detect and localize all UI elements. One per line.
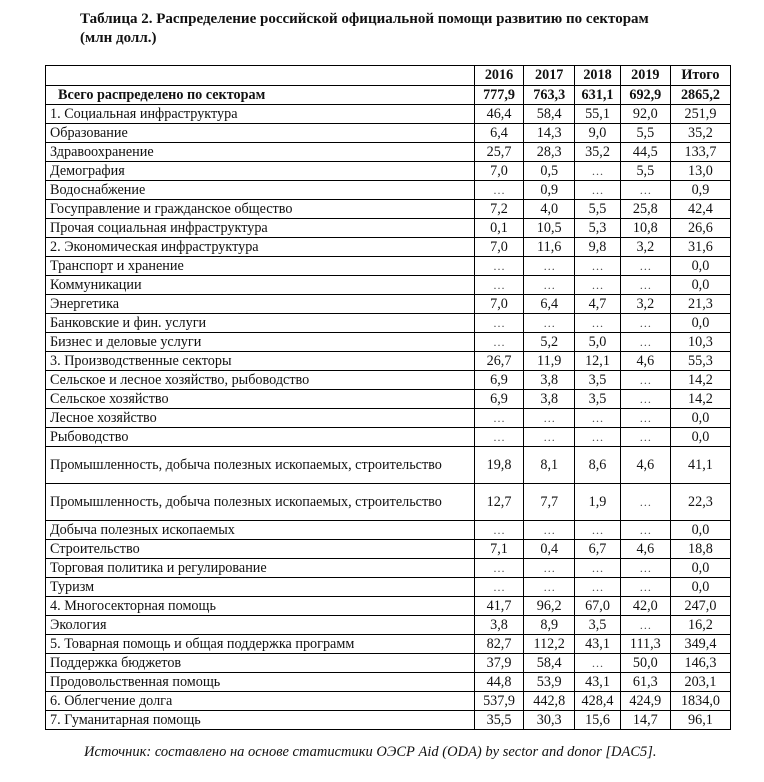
- cell-total: 0,0: [670, 559, 730, 578]
- table-row: [46, 559, 731, 578]
- cell-2016: 0,1: [474, 219, 523, 238]
- header-cell-2019: 2019: [620, 66, 670, 86]
- cell-2017: 11,6: [524, 238, 575, 257]
- cell-2016: …: [474, 578, 523, 597]
- cell-total: 13,0: [670, 162, 730, 181]
- cell-total: 0,9: [670, 181, 730, 200]
- cell-2017: …: [524, 314, 575, 333]
- cell-2018: 55,1: [575, 105, 620, 124]
- cell-2016: 6,9: [474, 390, 523, 409]
- table-row: [46, 105, 731, 124]
- table-row: [46, 540, 731, 559]
- cell-2018: …: [575, 559, 620, 578]
- cell-2018: …: [575, 162, 620, 181]
- table-row: [46, 521, 731, 540]
- cell-total: 1834,0: [670, 692, 730, 711]
- cell-2019: 3,2: [620, 238, 670, 257]
- cell-total: 349,4: [670, 635, 730, 654]
- header-cell-2017: 2017: [524, 66, 575, 86]
- cell-2018: 67,0: [575, 597, 620, 616]
- cell-2019: …: [620, 371, 670, 390]
- cell-total: 0,0: [670, 428, 730, 447]
- cell-2018: 8,6: [575, 447, 620, 484]
- row-label: Госуправление и гражданское общество: [46, 200, 475, 219]
- cell-2019: …: [620, 428, 670, 447]
- cell-2018: …: [575, 257, 620, 276]
- cell-2016: …: [474, 257, 523, 276]
- row-label: Сельское и лесное хозяйство, рыбоводство: [46, 371, 475, 390]
- cell-2019: …: [620, 409, 670, 428]
- cell-total: 133,7: [670, 143, 730, 162]
- table-row: [46, 673, 731, 692]
- cell-total: 31,6: [670, 238, 730, 257]
- cell-2019: 692,9: [620, 86, 670, 105]
- row-label: Демография: [46, 162, 475, 181]
- cell-2016: 44,8: [474, 673, 523, 692]
- table-row: [46, 219, 731, 238]
- cell-2018: …: [575, 409, 620, 428]
- table-header-row: [46, 66, 731, 86]
- cell-2016: 7,0: [474, 238, 523, 257]
- row-label: Экология: [46, 616, 475, 635]
- row-label: Образование: [46, 124, 475, 143]
- cell-2017: 7,7: [524, 484, 575, 521]
- table-title-line-2: (млн долл.): [80, 30, 157, 46]
- header-cell-sector: [46, 66, 475, 86]
- cell-2018: …: [575, 314, 620, 333]
- cell-2016: 25,7: [474, 143, 523, 162]
- table-row: [46, 409, 731, 428]
- cell-2018: …: [575, 654, 620, 673]
- cell-2019: 92,0: [620, 105, 670, 124]
- row-label: Банковские и фин. услуги: [46, 314, 475, 333]
- row-label: Энергетика: [46, 295, 475, 314]
- cell-total: 10,3: [670, 333, 730, 352]
- cell-2017: …: [524, 559, 575, 578]
- cell-2019: 3,2: [620, 295, 670, 314]
- cell-2016: 537,9: [474, 692, 523, 711]
- cell-2016: 37,9: [474, 654, 523, 673]
- cell-2017: 3,8: [524, 390, 575, 409]
- cell-total: 42,4: [670, 200, 730, 219]
- cell-2017: …: [524, 428, 575, 447]
- cell-2016: …: [474, 181, 523, 200]
- cell-2017: …: [524, 409, 575, 428]
- cell-2016: 7,0: [474, 162, 523, 181]
- table-row: [46, 162, 731, 181]
- cell-2017: 28,3: [524, 143, 575, 162]
- cell-2019: 111,3: [620, 635, 670, 654]
- cell-2019: …: [620, 257, 670, 276]
- cell-2018: 15,6: [575, 711, 620, 730]
- cell-2018: …: [575, 578, 620, 597]
- cell-2018: 35,2: [575, 143, 620, 162]
- cell-2016: 26,7: [474, 352, 523, 371]
- cell-2017: 30,3: [524, 711, 575, 730]
- cell-2016: 7,2: [474, 200, 523, 219]
- cell-total: 146,3: [670, 654, 730, 673]
- cell-2018: 5,5: [575, 200, 620, 219]
- cell-2019: 10,8: [620, 219, 670, 238]
- cell-2016: …: [474, 409, 523, 428]
- cell-total: 18,8: [670, 540, 730, 559]
- row-label: Промышленность, добыча полезных ископаемых, строительство: [46, 447, 475, 484]
- cell-2017: 0,5: [524, 162, 575, 181]
- cell-2016: …: [474, 428, 523, 447]
- cell-2018: …: [575, 276, 620, 295]
- cell-2017: 6,4: [524, 295, 575, 314]
- cell-2017: 112,2: [524, 635, 575, 654]
- cell-2019: 42,0: [620, 597, 670, 616]
- cell-2016: 82,7: [474, 635, 523, 654]
- source-note: Источник: составлено на основе статистики ОЭСР Aid (ODA) by sector and donor [DAC5].: [84, 744, 657, 760]
- cell-2018: 4,7: [575, 295, 620, 314]
- table-row: [46, 635, 731, 654]
- cell-2018: 9,0: [575, 124, 620, 143]
- cell-2016: 46,4: [474, 105, 523, 124]
- header-cell-2016: 2016: [474, 66, 523, 86]
- table-title-line-1: Таблица 2. Распределение российской официальной помощи развитию по секторам: [80, 11, 649, 27]
- cell-2017: 763,3: [524, 86, 575, 105]
- cell-2016: 7,1: [474, 540, 523, 559]
- cell-2016: 6,9: [474, 371, 523, 390]
- table-row: [46, 711, 731, 730]
- cell-2018: 5,3: [575, 219, 620, 238]
- cell-2016: 7,0: [474, 295, 523, 314]
- cell-2018: 12,1: [575, 352, 620, 371]
- table-row: [46, 597, 731, 616]
- row-label: Лесное хозяйство: [46, 409, 475, 428]
- cell-2019: …: [620, 616, 670, 635]
- row-label: Рыбоводство: [46, 428, 475, 447]
- cell-2018: 5,0: [575, 333, 620, 352]
- cell-total: 251,9: [670, 105, 730, 124]
- cell-2019: 5,5: [620, 162, 670, 181]
- table-row: [46, 578, 731, 597]
- cell-2018: …: [575, 428, 620, 447]
- cell-2018: 428,4: [575, 692, 620, 711]
- cell-2019: 424,9: [620, 692, 670, 711]
- table-row: [46, 616, 731, 635]
- row-label: 5. Товарная помощь и общая поддержка программ: [46, 635, 475, 654]
- header-cell-total: Итого: [670, 66, 730, 86]
- row-label: Бизнес и деловые услуги: [46, 333, 475, 352]
- row-label: 1. Социальная инфраструктура: [46, 105, 475, 124]
- cell-2017: 0,4: [524, 540, 575, 559]
- cell-2016: 12,7: [474, 484, 523, 521]
- row-label: Транспорт и хранение: [46, 257, 475, 276]
- cell-2019: …: [620, 390, 670, 409]
- row-label: Добыча полезных ископаемых: [46, 521, 475, 540]
- cell-total: 0,0: [670, 578, 730, 597]
- cell-2019: 61,3: [620, 673, 670, 692]
- cell-total: 0,0: [670, 257, 730, 276]
- cell-2019: …: [620, 484, 670, 521]
- table-row: [46, 484, 731, 521]
- cell-2019: …: [620, 521, 670, 540]
- cell-2018: 3,5: [575, 371, 620, 390]
- cell-2019: 4,6: [620, 447, 670, 484]
- row-label: 4. Многосекторная помощь: [46, 597, 475, 616]
- cell-2016: …: [474, 521, 523, 540]
- cell-2018: …: [575, 521, 620, 540]
- oda-sector-table: [45, 65, 731, 730]
- cell-total: 203,1: [670, 673, 730, 692]
- row-label: Промышленность, добыча полезных ископаемых, строительство: [46, 484, 475, 521]
- table-row: [46, 200, 731, 219]
- cell-2016: 41,7: [474, 597, 523, 616]
- cell-total: 41,1: [670, 447, 730, 484]
- cell-2019: 14,7: [620, 711, 670, 730]
- table-row: [46, 124, 731, 143]
- cell-2018: 3,5: [575, 390, 620, 409]
- cell-total: 26,6: [670, 219, 730, 238]
- cell-2016: …: [474, 559, 523, 578]
- cell-2016: …: [474, 333, 523, 352]
- row-label: Продовольственная помощь: [46, 673, 475, 692]
- cell-2016: 777,9: [474, 86, 523, 105]
- row-label: Водоснабжение: [46, 181, 475, 200]
- cell-2017: …: [524, 276, 575, 295]
- cell-2018: 3,5: [575, 616, 620, 635]
- cell-2019: 4,6: [620, 540, 670, 559]
- cell-2019: …: [620, 333, 670, 352]
- table-row: [46, 314, 731, 333]
- row-label: Поддержка бюджетов: [46, 654, 475, 673]
- cell-total: 247,0: [670, 597, 730, 616]
- row-label: Здравоохранение: [46, 143, 475, 162]
- cell-2018: 43,1: [575, 673, 620, 692]
- cell-total: 0,0: [670, 314, 730, 333]
- cell-2017: 0,9: [524, 181, 575, 200]
- row-label: Всего распределено по секторам: [46, 86, 475, 105]
- cell-2017: 11,9: [524, 352, 575, 371]
- cell-2017: 442,8: [524, 692, 575, 711]
- cell-total: 0,0: [670, 409, 730, 428]
- table-row: [46, 371, 731, 390]
- cell-2017: 53,9: [524, 673, 575, 692]
- cell-total: 0,0: [670, 276, 730, 295]
- cell-2016: …: [474, 314, 523, 333]
- cell-2017: …: [524, 578, 575, 597]
- cell-2019: …: [620, 314, 670, 333]
- cell-2017: 8,1: [524, 447, 575, 484]
- table-row: [46, 295, 731, 314]
- cell-total: 21,3: [670, 295, 730, 314]
- cell-2017: …: [524, 521, 575, 540]
- row-label: Строительство: [46, 540, 475, 559]
- cell-2016: 3,8: [474, 616, 523, 635]
- cell-2019: …: [620, 559, 670, 578]
- cell-total: 2865,2: [670, 86, 730, 105]
- table-title: [80, 10, 740, 48]
- cell-2018: 1,9: [575, 484, 620, 521]
- cell-2019: …: [620, 276, 670, 295]
- cell-2016: …: [474, 276, 523, 295]
- cell-2017: 58,4: [524, 654, 575, 673]
- cell-2016: 19,8: [474, 447, 523, 484]
- cell-total: 14,2: [670, 390, 730, 409]
- table-row: [46, 257, 731, 276]
- cell-2017: 8,9: [524, 616, 575, 635]
- table-row: [46, 143, 731, 162]
- table-row: [46, 352, 731, 371]
- cell-2017: 96,2: [524, 597, 575, 616]
- cell-total: 16,2: [670, 616, 730, 635]
- row-label: 7. Гуманитарная помощь: [46, 711, 475, 730]
- table-row: [46, 181, 731, 200]
- cell-2016: 35,5: [474, 711, 523, 730]
- table-row: [46, 428, 731, 447]
- row-label: 3. Производственные секторы: [46, 352, 475, 371]
- table-row: [46, 276, 731, 295]
- cell-2019: 5,5: [620, 124, 670, 143]
- cell-2019: …: [620, 578, 670, 597]
- table-row: [46, 447, 731, 484]
- cell-2019: …: [620, 181, 670, 200]
- cell-2017: 10,5: [524, 219, 575, 238]
- table-row: [46, 238, 731, 257]
- row-label: 2. Экономическая инфраструктура: [46, 238, 475, 257]
- row-label: Торговая политика и регулирование: [46, 559, 475, 578]
- table-row: [46, 390, 731, 409]
- table-row: [46, 333, 731, 352]
- row-label: Сельское хозяйство: [46, 390, 475, 409]
- cell-2016: 6,4: [474, 124, 523, 143]
- row-label: Туризм: [46, 578, 475, 597]
- row-label: 6. Облегчение долга: [46, 692, 475, 711]
- cell-2018: 43,1: [575, 635, 620, 654]
- row-label: Прочая социальная инфраструктура: [46, 219, 475, 238]
- row-label: Коммуникации: [46, 276, 475, 295]
- cell-total: 22,3: [670, 484, 730, 521]
- cell-total: 55,3: [670, 352, 730, 371]
- table-row: [46, 692, 731, 711]
- cell-2019: 4,6: [620, 352, 670, 371]
- table-row: [46, 86, 731, 105]
- cell-2017: 14,3: [524, 124, 575, 143]
- cell-2017: 5,2: [524, 333, 575, 352]
- cell-2019: 50,0: [620, 654, 670, 673]
- cell-2019: 25,8: [620, 200, 670, 219]
- cell-total: 35,2: [670, 124, 730, 143]
- cell-2018: 6,7: [575, 540, 620, 559]
- header-cell-2018: 2018: [575, 66, 620, 86]
- cell-2017: 4,0: [524, 200, 575, 219]
- cell-2017: …: [524, 257, 575, 276]
- cell-total: 96,1: [670, 711, 730, 730]
- table-row: [46, 654, 731, 673]
- cell-2017: 3,8: [524, 371, 575, 390]
- cell-2017: 58,4: [524, 105, 575, 124]
- cell-total: 0,0: [670, 521, 730, 540]
- cell-2019: 44,5: [620, 143, 670, 162]
- cell-total: 14,2: [670, 371, 730, 390]
- cell-2018: 9,8: [575, 238, 620, 257]
- cell-2018: …: [575, 181, 620, 200]
- cell-2018: 631,1: [575, 86, 620, 105]
